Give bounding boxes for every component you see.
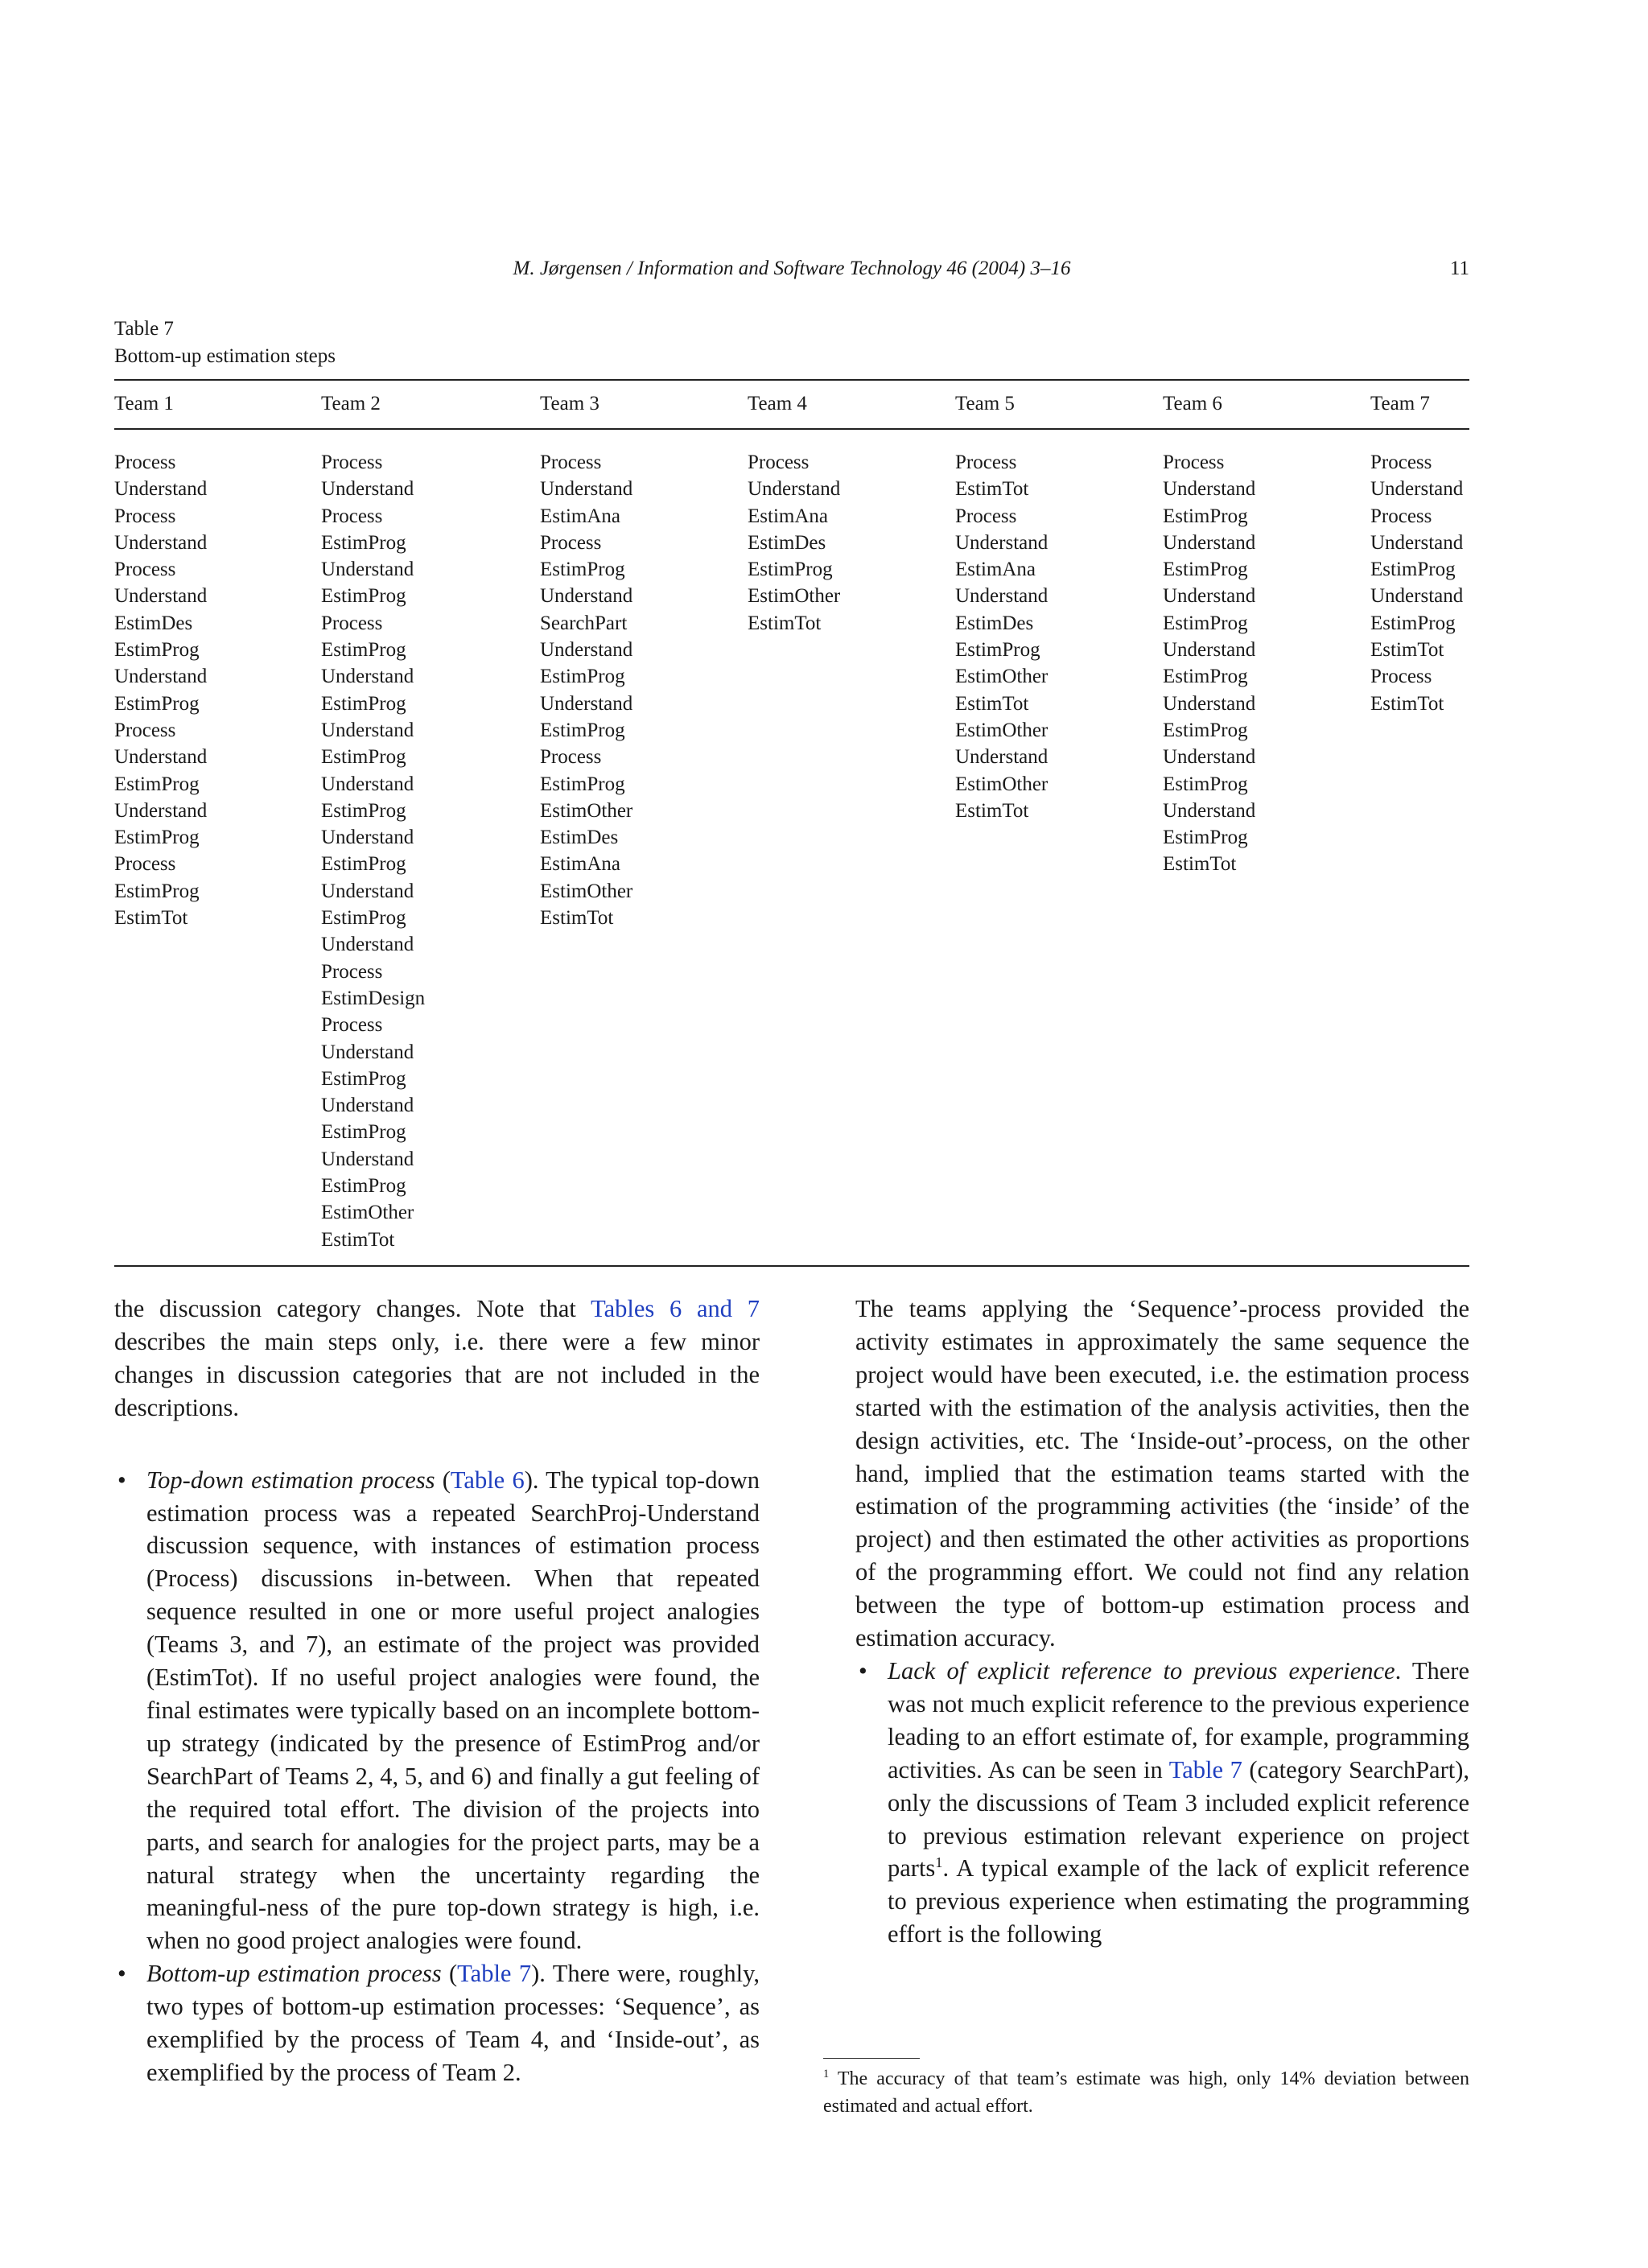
table-cell: EstimProg [1163,773,1248,795]
table-cell: EstimProg [114,639,200,662]
table-cell: EstimProg [321,1121,406,1144]
table-cell: Process [114,719,176,741]
table-cell: Process [748,452,810,473]
table-cell: EstimProg [114,880,200,902]
table-cell: EstimAna [748,505,828,527]
table-cell: EstimProg [540,773,625,795]
table-cell: Understand [321,1041,414,1063]
table-cell: Understand [114,531,208,554]
column-header-team-3: Team 3 [540,393,599,414]
footnote-text: The accuracy of that team’s estimate was high, only 14% deviation between estimated and actual effort. [823,2068,1469,2117]
table-cell: Process [321,612,383,634]
table-title: Bottom-up estimation steps [114,345,336,367]
sequence-paragraph: The teams applying the ‘Sequence’-process provided the activity estimates in approximately the same sequence the project would have been executed, i.e. the estimation process started with the estimation of the analysis activities, then the design activities, etc. The ‘Inside-out’-process, on the other hand, implied that the estimation teams started with the estimation of the programming activities (the ‘inside’ of the project) and then estimated the other activities as proportions of the programming effort. We could not find any relation between the type of bottom-up estimation process and estimation accuracy. [855,1295,1469,1652]
column-steps-team-4 [748,449,840,637]
table-cell: EstimOther [955,773,1049,795]
table-cell: Understand [321,827,414,849]
bullet-icon: • [859,1656,867,1685]
footnote-marker[interactable]: 1 [935,1854,943,1871]
table-cell: Understand [540,585,633,608]
table-cell: EstimProg [114,827,200,849]
column-header-team-7: Team 7 [1370,393,1430,414]
table-cell: EstimTot [955,478,1029,501]
running-header [114,253,1469,285]
table-cell: EstimOther [955,719,1049,741]
table-cell: Process [114,559,176,581]
table-cell: EstimProg [1163,666,1248,688]
table-cell: EstimTot [748,612,822,634]
column-header-team-5: Team 5 [955,393,1015,414]
table-cell: EstimProg [540,559,625,581]
intro-paragraph: the discussion category changes. Note that Tables 6 and 7 describes the main steps only, i.e. there were a few minor changes in discussion categories that are not included in the descriptions. [114,1295,760,1421]
column-steps-team-2 [321,449,425,1253]
table-cell: EstimTot [114,907,188,930]
table-cell: Process [1370,452,1432,473]
table-cell: Understand [1163,585,1256,608]
table-cell: EstimProg [1163,719,1248,741]
table-cell: EstimProg [1163,827,1248,849]
table-cell: Understand [748,478,841,501]
table-cell: EstimTot [1370,692,1444,715]
table-cell: Understand [1163,478,1256,501]
table-cell: Understand [321,719,414,741]
table-cell: Understand [955,746,1049,769]
table-cell: SearchPart [540,612,628,634]
table-cell: EstimProg [321,1175,406,1198]
table-cell: EstimAna [955,559,1036,581]
table-cell: Understand [540,639,633,662]
footnote [823,2065,1469,2120]
table-top-rule [114,379,1469,381]
table-6-link[interactable]: Table 6 [450,1466,525,1494]
table-cell: EstimProg [321,639,406,662]
table-cell: Process [114,853,176,876]
table-cell: Understand [114,585,208,608]
table-cell: EstimDes [114,612,193,634]
table-cell: Understand [955,531,1049,554]
table-cell: EstimProg [321,853,406,876]
table-cell: Understand [1163,531,1256,554]
table-cell: EstimProg [321,531,406,554]
table-header-rule [114,428,1469,430]
column-steps-team-1 [114,449,207,931]
table-cell: EstimTot [955,799,1029,822]
table-cell: Understand [321,880,414,902]
table-cell: EstimOther [540,880,633,902]
table-7-link[interactable]: Table 7 [457,1960,532,1988]
table-cell: EstimProg [321,585,406,608]
table-7-link-right[interactable]: Table 7 [1168,1755,1242,1783]
right-text-column [855,1293,1469,1951]
footnote-rule [823,2058,920,2059]
column-header-team-1: Team 1 [114,393,174,414]
table-cell: Understand [1370,531,1464,554]
table-cell: EstimTot [321,1228,395,1251]
table-cell: EstimDes [748,531,826,554]
left-text-column [114,1293,760,2089]
table-cell: EstimDes [955,612,1034,634]
table-cell: EstimProg [321,907,406,930]
table-cell: EstimProg [114,692,200,715]
table-cell: Process [540,531,602,554]
table-label: Table 7 [114,318,174,340]
table-cell: EstimAna [540,853,620,876]
table-cell: EstimProg [955,639,1040,662]
table-cell: EstimOther [955,666,1049,688]
table-cell: Process [955,452,1017,473]
table-cell: EstimProg [114,773,200,795]
table-cell: Understand [540,478,633,501]
table-cell: EstimProg [1163,505,1248,527]
table-cell: Understand [321,1095,414,1117]
bullet-explicit-reference: • Lack of explicit reference to previous experience. There was not much explicit reference to the previous experience leading to an effort estimate of, for example, programming activities. As can be seen in Table 7 (category SearchPart), only the discussions of Team 3 included explicit reference to previous estimation relevant experience on project parts$^1$. A typical example of the lack of explicit reference to previous experience when estimating the programming effort is the following [855,1655,1469,1951]
table-cell: Understand [321,559,414,581]
table-cell: EstimProg [321,746,406,769]
table-cell: Process [1163,452,1225,473]
table-cell: Understand [321,1148,414,1170]
table-cell: EstimProg [1370,559,1456,581]
table-cell: Understand [114,478,208,501]
table-cell: Process [1370,505,1432,527]
column-header-team-6: Team 6 [1163,393,1222,414]
table-cell: Process [1370,666,1432,688]
table-cell: EstimProg [540,719,625,741]
bullet-top-down: • Top-down estimation process (Table 6). The typical top-down estimation process was a repeated SearchProj-Understand discussion sequence, with instances of estimation process (Process) discussions in-between. When that repeated sequence resulted in one or more useful project analogies (Teams 3, and 7), an estimate of the project was provided (EstimTot). If no useful project analogies were found, the final estimates were typically based on an incomplete bottom-up strategy (indicated by the presence of EstimProg and/or SearchPart of Teams 2, 4, 5, and 6) and finally a gut feeling of the required total effort. The division of the projects into parts, and search for analogies for the project parts, may be a natural strategy when the uncertainty regarding the meaningful-ness of the pure top-down strategy is high, i.e. when no good project analogies were found. [114,1464,760,1958]
table-cell: Understand [321,666,414,688]
table-cell: EstimTot [1370,639,1444,662]
table-cell: Process [114,452,176,473]
table-cell: Understand [114,666,208,688]
table-cell: EstimDes [540,827,619,849]
table-cell: Understand [1370,585,1464,608]
table-cell: EstimProg [540,666,625,688]
table-cell: Process [114,505,176,527]
table-cell: Process [321,1014,383,1037]
table-cell: Process [321,505,383,527]
table-cell: Understand [540,692,633,715]
table-cell: Understand [114,746,208,769]
table-cell: Understand [1163,799,1256,822]
table-cell: EstimOther [748,585,841,608]
table-cell: Understand [114,799,208,822]
column-header-team-2: Team 2 [321,393,381,414]
table-cell: Understand [321,934,414,956]
column-header-team-4: Team 4 [748,393,807,414]
table-cell: Process [955,505,1017,527]
table-cell: EstimProg [1163,559,1248,581]
column-steps-team-5 [955,449,1048,824]
footnote-number: 1 [823,2068,830,2080]
table-cell: EstimProg [748,559,833,581]
bullet-icon: • [117,1466,126,1494]
table-cell: Understand [1163,746,1256,769]
table-bottom-rule [114,1265,1469,1267]
page-number: 11 [1449,258,1469,279]
table-cell: EstimProg [1163,612,1248,634]
table-cell: EstimTot [1163,853,1237,876]
table-cell: Understand [321,478,414,501]
table-cell: Understand [1163,639,1256,662]
bullet-bottom-up: • Bottom-up estimation process (Table 7). There were, roughly, two types of bottom-up estimation processes: ‘Sequence’, as exemplified by the process of Team 4, and ‘Inside-out’, as exemplified by the process of Team 2. [114,1957,760,2089]
table-cell: Process [321,452,383,473]
table-cell: Understand [1163,692,1256,715]
table-cell: EstimTot [955,692,1029,715]
column-steps-team-6 [1163,449,1255,878]
table-cell: EstimOther [540,799,633,822]
table-cell: Understand [321,773,414,795]
tables-6-and-7-link[interactable]: Tables 6 and 7 [591,1295,760,1322]
table-cell: Understand [955,585,1049,608]
table-caption [114,315,336,370]
table-cell: EstimOther [321,1202,414,1224]
bullet-icon: • [117,1960,126,1988]
table-cell: EstimProg [321,692,406,715]
table-cell: Process [540,452,602,473]
table-cell: EstimTot [540,907,614,930]
table-cell: EstimProg [321,799,406,822]
column-steps-team-7 [1370,449,1463,717]
table-cell: Process [540,746,602,769]
table-cell: EstimProg [321,1067,406,1090]
table-cell: Understand [1370,478,1464,501]
table-cell: EstimDesign [321,987,426,1009]
table-cell: EstimProg [1370,612,1456,634]
running-title: M. Jørgensen / Information and Software Technology 46 (2004) 3–16 [513,258,1071,279]
table-cell: EstimAna [540,505,620,527]
table-cell: Process [321,960,383,983]
column-steps-team-3 [540,449,632,931]
